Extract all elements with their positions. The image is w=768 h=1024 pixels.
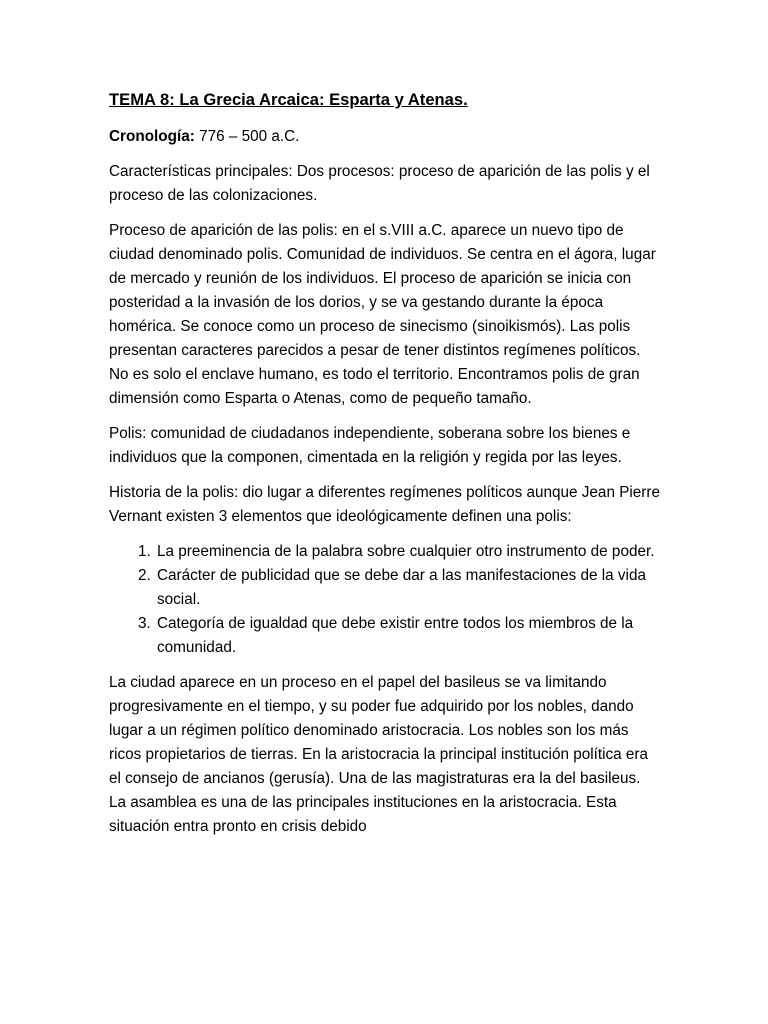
paragraph-aristocracy: La ciudad aparece en un proceso en el papel del basileus se va limitando progresivamente en el tiempo, y su poder fue adquirido por los nobles, dando lugar a un régimen político denominado aristocracia. Los nobles son los más ricos propietarios de tierras. En la aristocracia la principal institución política era el consejo de ancianos (gerusía). Una de las magistraturas era la del basileus. La asamblea es una de las principales instituciones en la aristocracia. Esta situación entra pronto en crisis debido	[109, 674, 649, 835]
chronology-line	[109, 125, 660, 149]
polis-elements-list	[109, 540, 660, 660]
chronology-value: 776 – 500 a.C.	[194, 128, 300, 145]
list-item: 2. Carácter de publicidad que se debe dar a las manifestaciones de la vida social.	[155, 564, 660, 612]
chronology-label: Cronología:	[109, 128, 195, 145]
list-item: 3. Categoría de igualdad que debe existir entre todos los miembros de la comunidad.	[155, 612, 660, 660]
list-item: 1. La preeminencia de la palabra sobre cualquier otro instrumento de poder.	[155, 540, 660, 564]
paragraph-polis-definition: Polis: comunidad de ciudadanos independiente, soberana sobre los bienes e individuos que la componen, cimentada en la religión y regida por las leyes.	[109, 425, 631, 466]
paragraph-main-features: Características principales: Dos procesos: proceso de aparición de las polis y el proceso de las colonizaciones.	[109, 163, 650, 204]
document-title: TEMA 8: La Grecia Arcaica: Esparta y Atenas.	[109, 90, 468, 109]
paragraph-polis-history: Historia de la polis: dio lugar a diferentes regímenes políticos aunque Jean Pierre Vernant existen 3 elementos que ideológicamente definen una polis:	[109, 484, 661, 525]
paragraph-polis-emergence: Proceso de aparición de las polis: en el s.VIII a.C. aparece un nuevo tipo de ciudad denominado polis. Comunidad de individuos. Se centra en el ágora, lugar de mercado y reunión de los individuos. El proceso de aparición se inicia con posteridad a la invasión de los dorios, y se va gestando durante la época homérica. Se conoce como un proceso de sinecismo (sinoikismós). Las polis presentan caracteres parecidos a pesar de tener distintos regímenes políticos. No es solo el enclave humano, es todo el territorio. Encontramos polis de gran dimensión como Esparta o Atenas, como de pequeño tamaño.	[109, 222, 656, 407]
